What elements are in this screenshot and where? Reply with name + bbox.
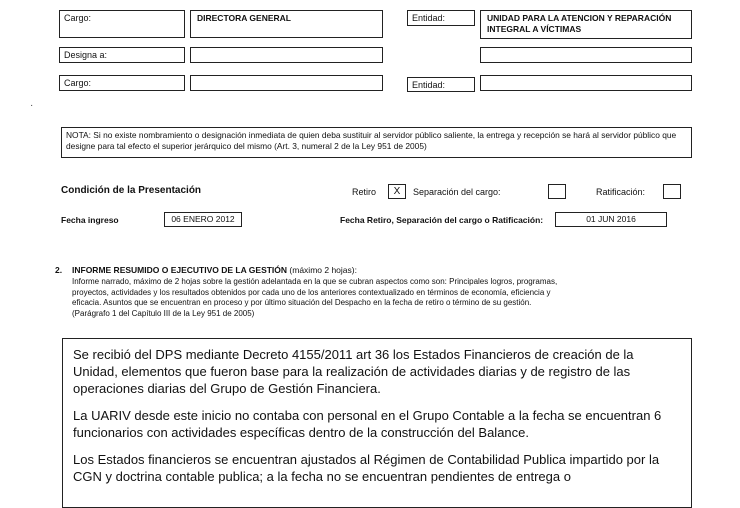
designa-label-box [59,47,185,63]
ratificacion-checkbox[interactable] [663,184,681,199]
cargo-value-field[interactable] [190,10,383,38]
instruction-line-1: Informe narrado, máximo de 2 hojas sobre la gestión adelantada en la que se cubran aspectos como son: Principales logros, programas, [72,277,558,286]
separacion-label: Separación del cargo: [413,187,501,197]
note-box [61,127,692,158]
entidad2-value-field[interactable] [480,75,692,91]
cargo-value: DIRECTORA GENERAL [197,13,291,23]
fecha-retiro-label: Fecha Retiro, Separación del cargo o Ratificación: [340,215,544,225]
note-text: NOTA: Si no existe nombramiento o designación inmediata de quien deba sustituir al servidor público saliente, la entrega y recepción se hará al servidor público que designe para tal efecto el superior jerárquico del mismo (Art. 3, numeral 2 de la Ley 951 de 2005) [66,130,677,151]
presentation-title: Condición de la Presentación [61,185,202,196]
cargo2-value-field[interactable] [190,75,383,91]
entidad-value: UNIDAD PARA LA ATENCION Y REPARACIÓN INTEGRAL A VÍCTIMAS [487,13,672,34]
section2-heading [72,265,357,276]
report-paragraph-3: Los Estados financieros se encuentran ajustados al Régimen de Contabilidad Publica impartido por la CGN y doctrina contable publica; a la fecha no se encuentran pendientes de entrega o [73,452,660,484]
cargo-label: Cargo: [64,13,92,23]
cargo2-label-box [59,75,185,91]
entidad-value-field[interactable] [480,10,692,39]
instruction-line-4: (Parágrafo 1 del Capítulo III de la Ley 951 de 2005) [72,308,255,318]
report-text-area[interactable] [62,338,692,508]
retiro-check-mark: X [393,186,401,197]
fecha-retiro-field[interactable] [555,212,667,227]
report-paragraph-1: Se recibió del DPS mediante Decreto 4155/2011 art 36 los Estados Financieros de creación de la Unidad, elementos que fueron base para la realización de actividades diarias y de registro de las operaciones diarias del Grupo de Gestión Financiera. [73,347,634,396]
retiro-checkbox[interactable] [388,184,406,199]
section2-title-suffix: (máximo 2 hojas): [289,265,357,275]
separacion-checkbox[interactable] [548,184,566,199]
report-paragraph-2: La UARIV desde este inicio no contaba con personal en el Grupo Contable a la fecha se encuentran 6 funcionarios con actividades específicas dentro de la construcción del Balance. [73,408,662,440]
scan-mark: · [30,100,34,111]
fecha-ingreso-value: 06 ENERO 2012 [171,214,235,224]
fecha-ingreso-label: Fecha ingreso [61,215,119,225]
section2-title: INFORME RESUMIDO O EJECUTIVO DE LA GESTIÓN [72,265,288,275]
retiro-label: Retiro [352,187,377,197]
fecha-ingreso-field[interactable] [164,212,242,227]
cargo-label-box [59,10,185,38]
section2-number: 2. [55,265,63,275]
instruction-line-3: eficacia. Asuntos que se encuentran en proceso y por último situación del Despacho en la fecha de retiro o término de su gestión. [72,298,532,308]
instruction-line-2: proyectos, actividades y los resultados obtenidos por cada uno de los anteriores contextualizado en términos de economía, eficiencia y [72,287,551,297]
entidad2-label: Entidad: [412,80,446,90]
cargo2-label: Cargo: [64,78,92,88]
section2-instructions [72,277,692,319]
designa-value-field[interactable] [190,47,383,63]
ratificacion-label: Ratificación: [596,187,646,197]
fecha-retiro-value: 01 JUN 2016 [586,214,636,224]
designa-label: Designa a: [64,50,108,60]
entidad-label-box [407,10,475,26]
entidad-label: Entidad: [412,13,446,23]
entidad2-label-box [407,77,475,92]
designa-extra-field[interactable] [480,47,692,63]
